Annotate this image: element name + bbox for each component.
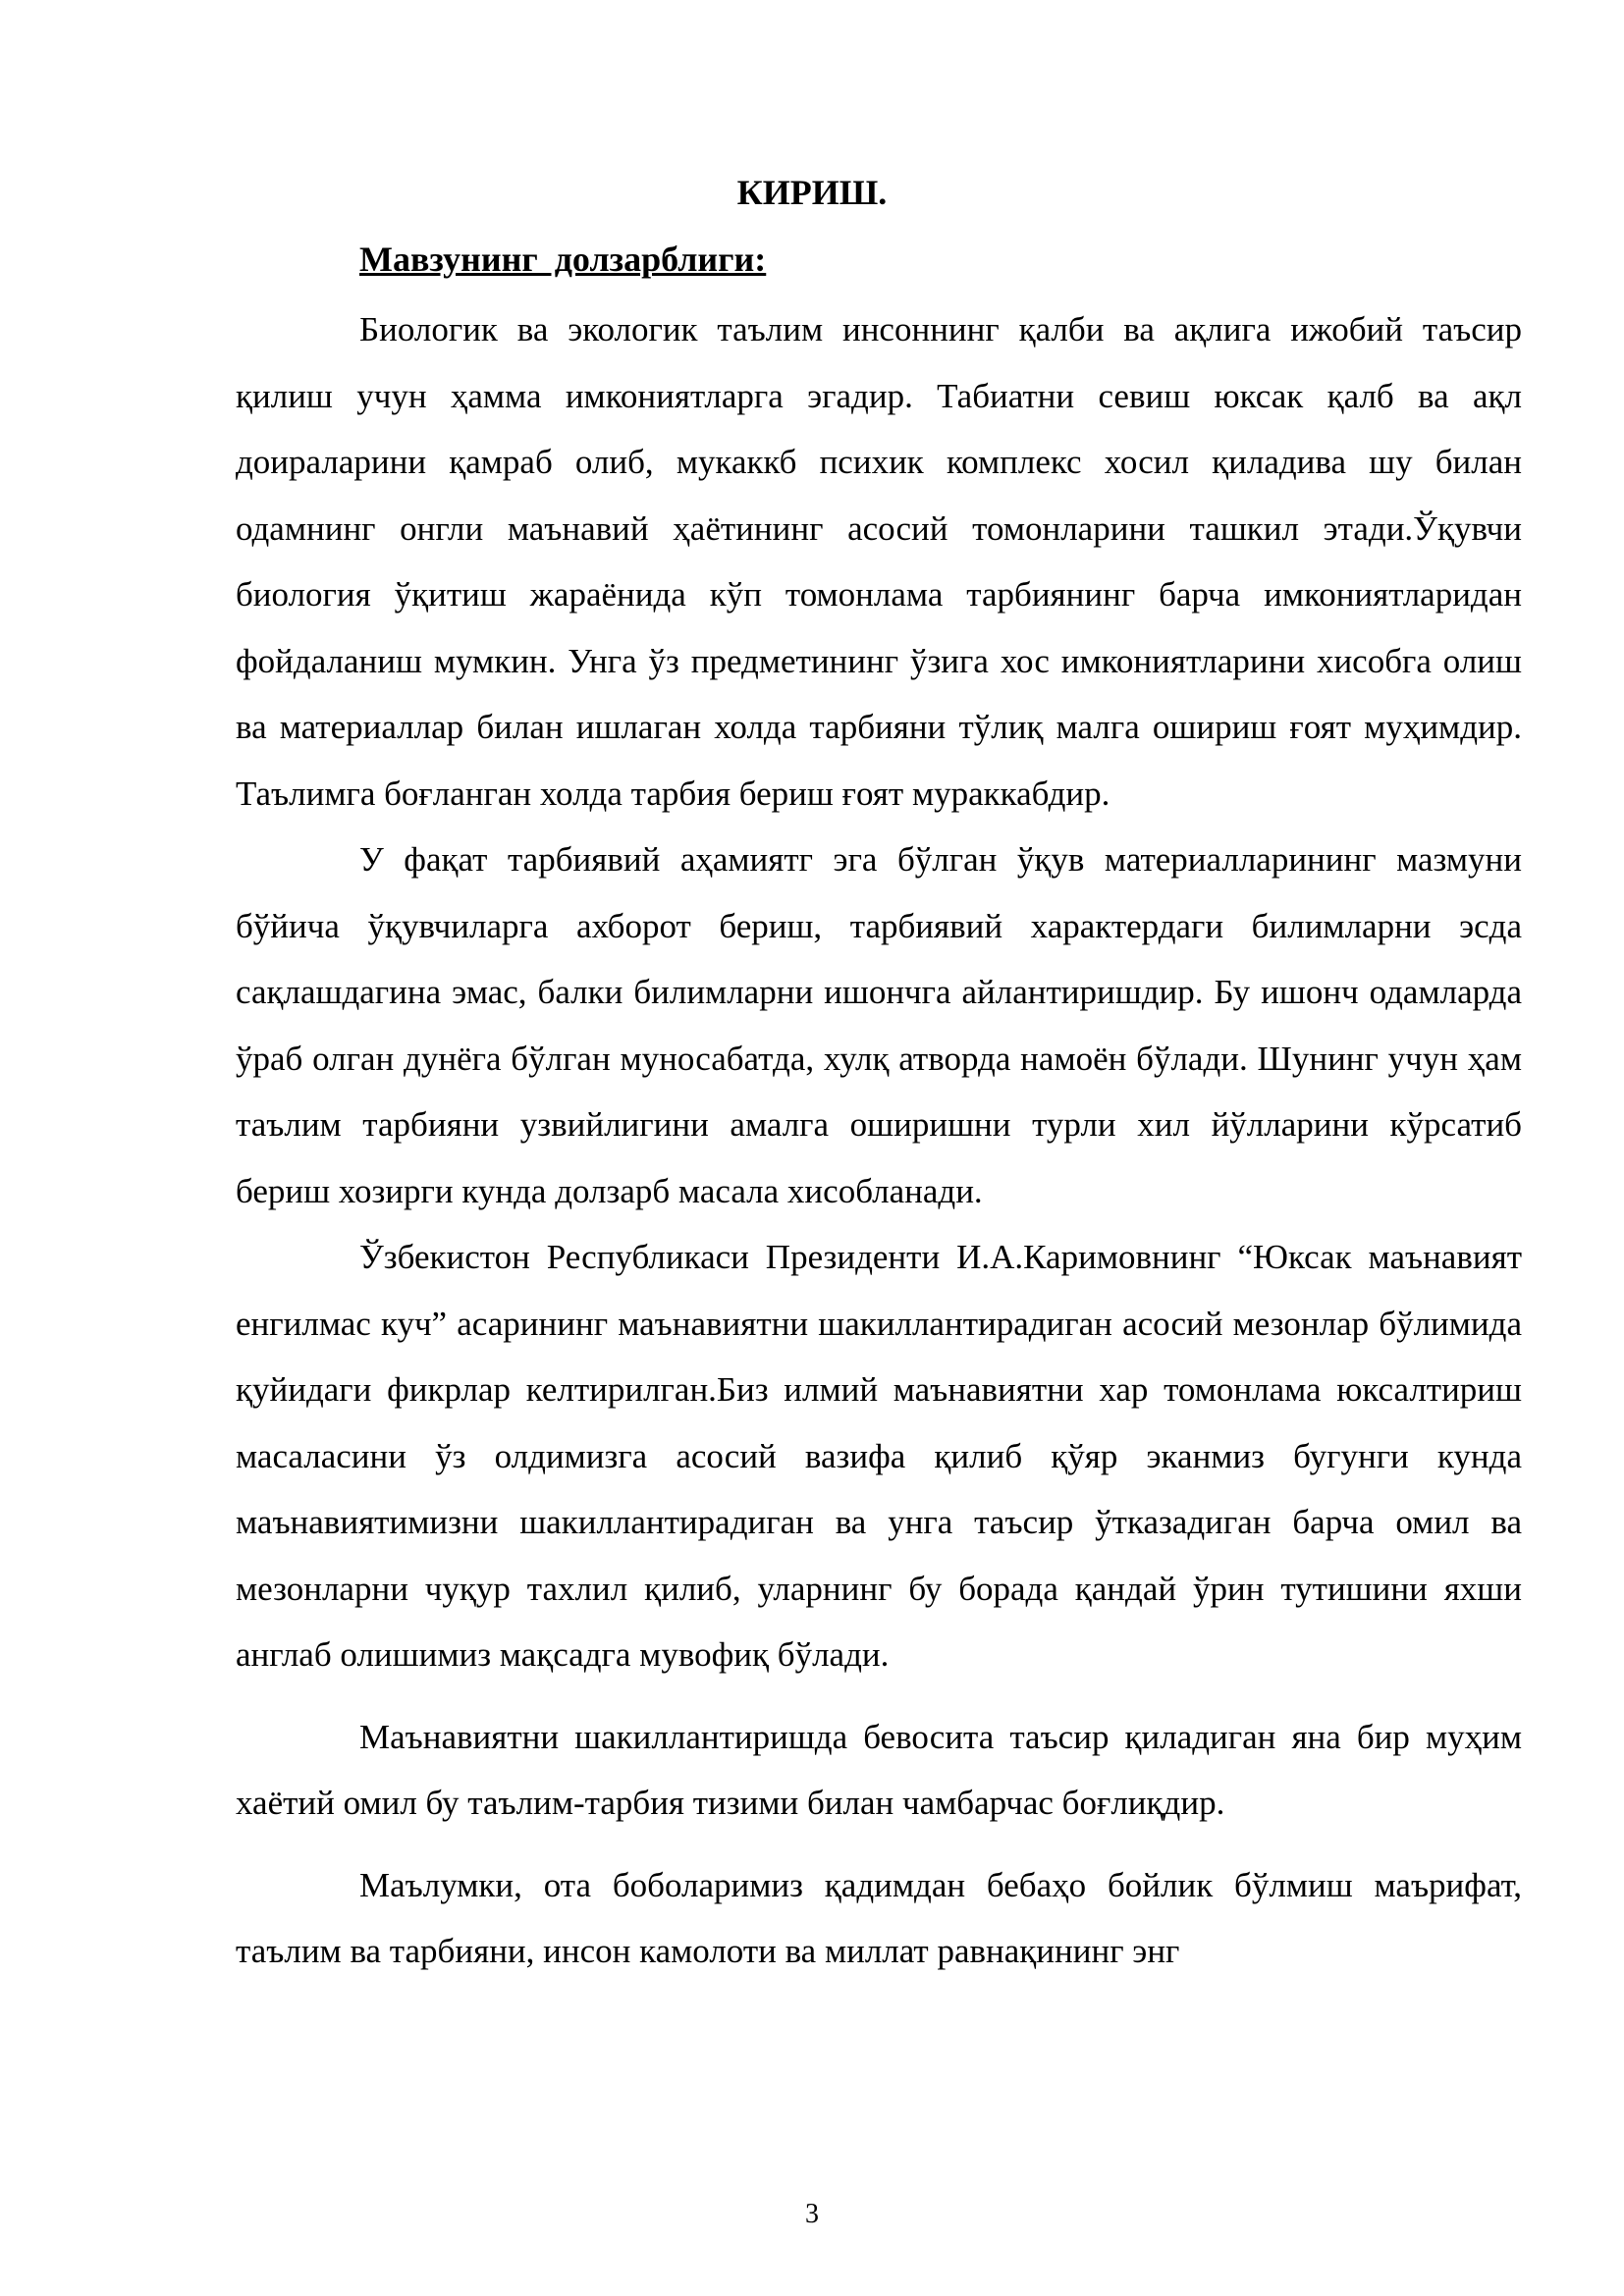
section-heading: Мавзунинг долзарблиги:	[359, 240, 767, 279]
paragraph-2: У фақат тарбиявий аҳамиятг эга бўлган ўқув материалларининг мазмуни бўйича ўқувчиларга ахборот бериш, тарбиявий характердаги билимларни эсда сақлашдагина эмас, балки билимларни ишончга айлантиришдир. Бу ишонч одамларда ўраб олган дунёга бўлган муносабатда, хулқ атворда намоён бўлади. Шунинг учун ҳам таълим тарбияни узвийлигини амалга оширишни турли хил йўлларини кўрсатиб бериш хозирги кунда долзарб масала хисобланади.	[236, 840, 1522, 1210]
paragraph-5: Маълумки, ота боболаримиз қадимдан бебаҳо бойлик бўлмиш маърифат, таълим ва тарбияни, инсон камолоти ва миллат равнақининг энг	[236, 1865, 1522, 1970]
paragraph-1: Биологик ва экологик таълим инсоннинг қалби ва ақлига ижобий таъсир қилиш учун ҳамма имкониятларга эгадир. Табиатни севиш юксак қалб ва ақл доираларини қамраб олиб, мукаккб психик комплекс хосил қиладива шу билан одамнинг онгли маънавий ҳаётининг асосий томонларини ташкил этади.Ўқувчи биология ўқитиш жараёнида кўп томонлама тарбиянинг барча имкониятларидан фойдаланиш мумкин. Унга ўз предметининг ўзига хос имкониятларини хисобга олиш ва материаллар билан ишлаган холда тарбияни тўлиқ малга ошириш ғоят муҳимдир. Таълимга боғланган холда тарбия бериш ғоят мураккабдир.	[236, 310, 1522, 813]
page-title: КИРИШ.	[736, 173, 888, 212]
paragraph-4: Маънавиятни шакиллантиришда бевосита таъсир қиладиган яна бир муҳим хаётий омил бу таълим-тарбия тизими билан чамбарчас боғлиқдир.	[236, 1717, 1522, 1822]
paragraph-3: Ўзбекистон Республикаси Президенти И.А.Каримовнинг “Юксак маънавият енгилмас куч” асарининг маънавиятни шакиллантирадиган асосий мезонлар бўлимида қуйидаги фикрлар келтирилган.Биз илмий маънавиятни хар томонлама юксалтириш масаласини ўз олдимизга асосий вазифа қилиб қўяр эканмиз бугунги кунда маънавиятимизни шакиллантирадиган ва унга таъсир ўтказадиган барча омил ва мезонларни чуқур тахлил қилиб, уларнинг бу борада қандай ўрин тутишини яхши англаб олишимиз мақсадга мувофиқ бўлади.	[236, 1238, 1522, 1674]
page-number: 3	[805, 2199, 819, 2229]
body-text	[236, 296, 1522, 1985]
